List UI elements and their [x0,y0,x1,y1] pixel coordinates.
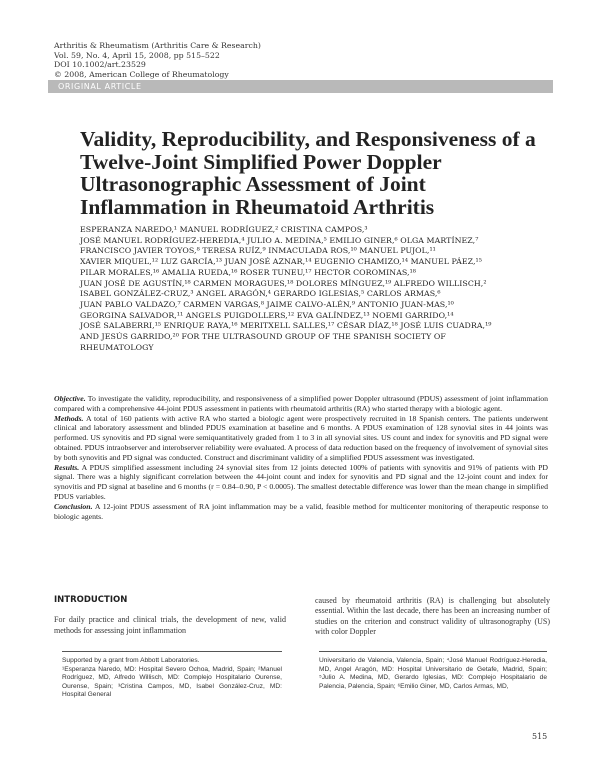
abstract-objective [54,394,548,414]
journal-volume: Vol. 59, No. 4, April 15, 2008, pp 515–522 [54,50,220,60]
journal-citation [54,41,261,79]
author-line: FRANCISCO JAVIER TOYOS,⁸ TERESA RUÍZ,⁹ INMACULADA ROS,¹⁰ MANUEL PUJOL,¹¹ [80,246,436,256]
methods-label: Methods. [54,413,84,423]
footnote-divider-right [319,651,547,652]
affiliation-note: ¹Esperanza Naredo, MD: Hospital Severo Ochoa, Madrid, Spain; ²Manuel Rodríguez, MD, Alfredo Willisch, MD: Complejo Hospitalario Ourense, Ourense, Spain; ³Cristina Campos, MD, Isabel González-Cruz, MD: Hospital General [62,665,282,699]
author-line: ISABEL GONZÁLEZ-CRUZ,³ ANGEL ARAGÓN,⁴ GERARDO IGLESIAS,⁵ CARLOS ARMAS,⁶ [80,289,441,299]
abstract-methods [54,414,548,463]
author-line: JUAN PABLO VALDAZO,⁷ CARMEN VARGAS,⁸ JAIME CALVO-ALÉN,⁹ ANTONIO JUAN-MAS,¹⁰ [80,299,454,309]
journal-name: Arthritis & Rheumatism (Arthritis Care & Research) [54,41,261,50]
author-list [80,225,550,353]
results-text: A PDUS simplified assessment including 24 synovial sites from 12 joints detected 100% of patients with synovitis and 91% of patients with PD signal. There was a highly significant correlation between the 44-joint count and index for synovitis and PD signal and the 12-joint count and index for synovitis and PD signal at baseline and 6 months (r = 0.84–0.90, P < 0.0005). The smallest detectable difference was lower than the mean change in simplified PDUS variables. [54,462,548,501]
author-line: AND JESÚS GARRIDO,²⁰ FOR THE ULTRASOUND GROUP OF THE SPANISH SOCIETY OF [80,332,446,342]
author-line: JOSÉ MANUEL RODRÍGUEZ-HEREDIA,⁴ JULIO A. MEDINA,⁵ EMILIO GINER,⁶ OLGA MARTÍNEZ,⁷ [80,235,479,245]
intro-left-column: For daily practice and clinical trials, the development of new, valid methods for assessing joint inflammation [54,615,286,635]
affiliation-note-continued: Universitario de Valencia, Valencia, Spain; ⁴José Manuel Rodríguez-Heredia, MD, Angel Aragón, MD: Hospital Universitario de Getafe, Madrid, Spain; ⁵Julio A. Medina, MD, Gerardo Iglesias, MD: Complejo Hospitalario de Palencia, Palencia, Spain; ⁶Emilio Giner, MD, Carlos Armas, MD, [319,657,547,690]
conclusion-label: Conclusion. [54,501,93,511]
objective-text: To investigate the validity, reproducibility, and responsiveness of a simplified power Doppler ultrasound (PDUS) assessment of joint inflammation compared with a comprehensive 44-joint PDUS assessment in patients with rheumatoid arthritis (RA) who started therapy with a biologic agent. [54,394,548,413]
footnote-divider-left [62,651,282,652]
page-number: 515 [532,732,548,741]
journal-doi: DOI 10.1002/art.23529 [54,60,146,70]
funding-note: Supported by a grant from Abbott Laboratories. [62,657,200,664]
conclusion-text: A 12-joint PDUS assessment of RA joint inflammation may be a valid, feasible method for multicenter monitoring of therapeutic response to biologic agents. [54,501,548,521]
abstract [54,394,548,521]
author-line: JUAN JOSÉ DE AGUSTÍN,¹⁸ CARMEN MORAGUES,¹⁸ DOLORES MÍNGUEZ,¹⁹ ALFREDO WILLISCH,² [80,278,487,288]
author-line: GEORGINA SALVADOR,¹¹ ANGELS PUIGDOLLERS,¹² EVA GALÍNDEZ,¹³ NOEMI GARRIDO,¹⁴ [80,310,454,320]
methods-text: A total of 160 patients with active RA who started a biologic agent were prospectively recruited in 18 Spanish centers. The patients underwent clinical and laboratory assessment and blinded PDUS examination at baseline and 6 months. A PDUS examination of 128 synovial sites in 44 joints was performed. US synovitis and PD signal were semiquantitatively graded from 1 to 3 in all synovial sites. US count and index for synovitis and PD signal were obtained. PDUS intraobserver and interobserver reliability were evaluated. A process of data reduction based on the frequency of involvement of synovial sites by both synovitis and PD signal was conducted. Construct and discriminant validity of a simplified PDUS assessment was investigated. [54,413,548,462]
section-label: ORIGINAL ARTICLE [58,81,142,91]
abstract-conclusion [54,502,548,522]
author-line: RHEUMATOLOGY [80,342,154,352]
results-label: Results. [54,462,80,472]
intro-right-column: caused by rheumatoid arthritis (RA) is challenging but absolutely essential. Within the last decade, there has been an increasing number of studies on the criterion and construct validity of ultrasonography (US) with color Doppler [315,596,550,637]
footnote-right [319,657,547,691]
article-title: Validity, Reproducibility, and Responsiveness of a Twelve-Joint Simplified Power Doppler Ultrasonographic Assessment of Joint Inflammation in Rheumatoid Arthritis [80,127,536,219]
abstract-results [54,463,548,502]
intro-heading: INTRODUCTION [54,595,128,605]
author-line: XAVIER MIQUEL,¹² LUZ GARCÍA,¹³ JUAN JOSÉ AZNAR,¹⁴ EUGENIO CHAMIZO,¹⁴ MANUEL PÁEZ,¹⁵ [80,257,482,267]
author-line: ESPERANZA NAREDO,¹ MANUEL RODRÍGUEZ,² CRISTINA CAMPOS,³ [80,225,368,234]
author-line: PILAR MORALES,¹⁶ AMALIA RUEDA,¹⁶ ROSER TUNEU,¹⁷ HECTOR COROMINAS,¹⁸ [80,267,416,277]
journal-copyright: © 2008, American College of Rheumatology [54,69,229,79]
author-line: JOSÉ SALABERRI,¹⁵ ENRIQUE RAYA,¹⁶ MERITXELL SALLES,¹⁷ CÉSAR DÍAZ,¹⁸ JOSÉ LUIS CUADRA,¹⁹ [80,321,492,331]
footnote-left [62,657,282,700]
objective-label: Objective. [54,394,86,403]
section-banner [48,80,553,93]
